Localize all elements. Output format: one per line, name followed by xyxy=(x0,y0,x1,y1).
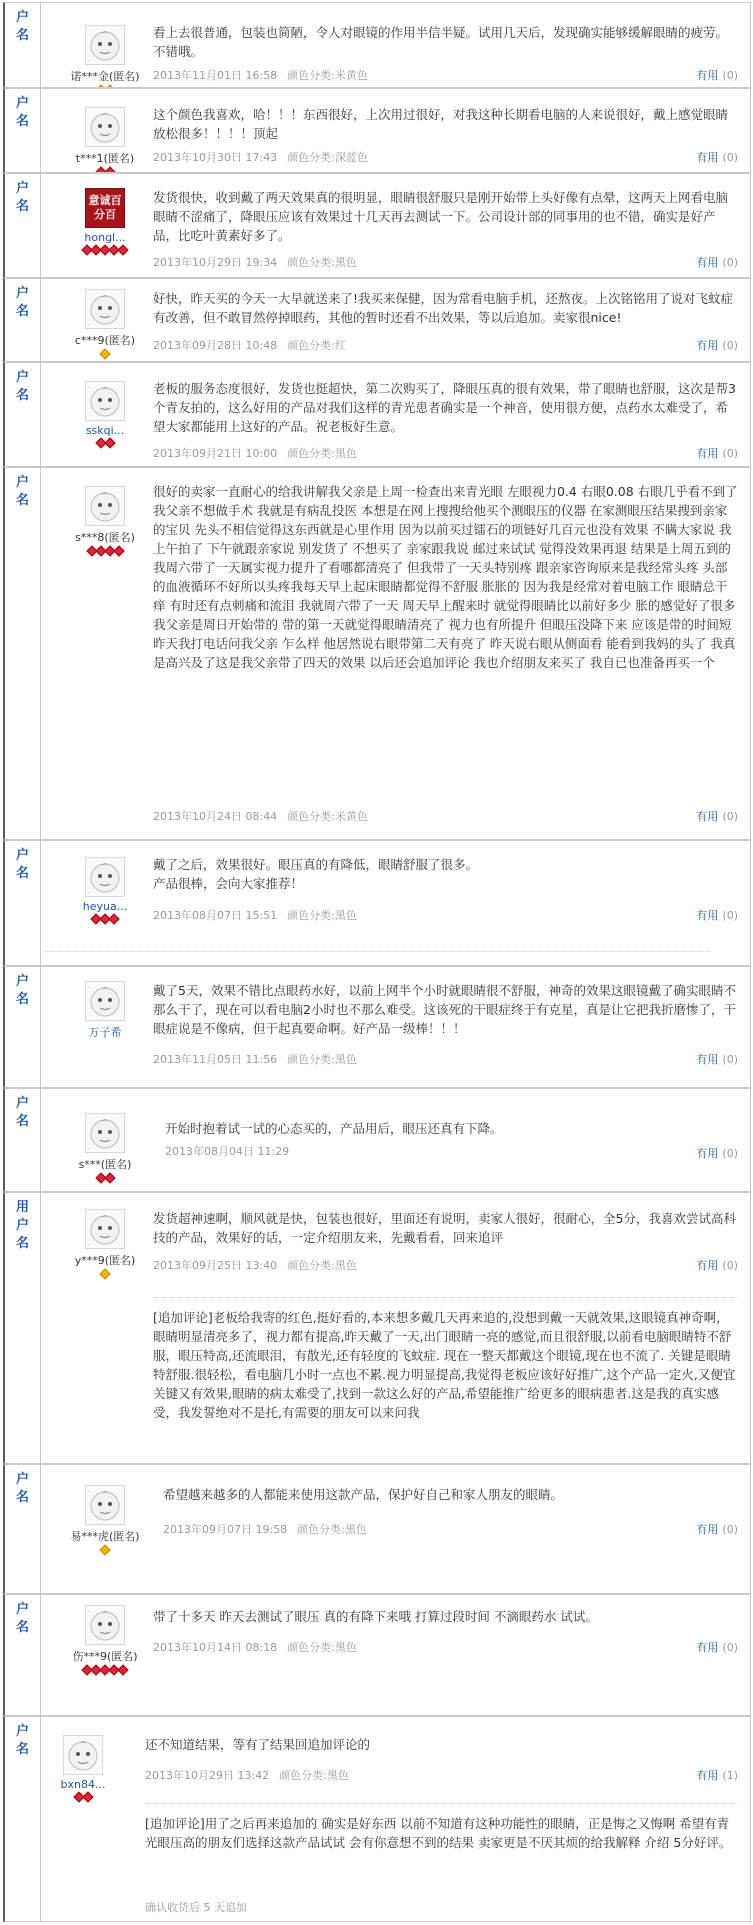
tag-char: 户 xyxy=(15,286,29,301)
avatar[interactable] xyxy=(85,1113,125,1153)
review-item xyxy=(3,1192,751,1464)
useful-vote xyxy=(696,1145,738,1161)
reviewer-name: t***1(匿名) xyxy=(75,152,135,165)
avatar[interactable] xyxy=(85,289,125,329)
shop-logo-avatar[interactable] xyxy=(85,188,125,228)
review-date: 2013年09月21日 10:00 xyxy=(153,447,278,460)
review-meta xyxy=(145,1767,349,1783)
tag-char: 户 xyxy=(15,848,29,863)
review-meta xyxy=(153,67,368,83)
useful-vote xyxy=(696,808,738,824)
review-item xyxy=(3,362,751,467)
useful-button[interactable]: 有用 xyxy=(696,1259,719,1272)
review-color: 颜色分类:黑色 xyxy=(287,1053,357,1066)
review-meta xyxy=(153,254,357,270)
avatar[interactable] xyxy=(85,1485,125,1525)
review-color: 颜色分类:黑色 xyxy=(297,1523,367,1536)
useful-button[interactable]: 有用 xyxy=(696,256,719,269)
reviewer-tag xyxy=(5,3,41,87)
divider xyxy=(45,951,710,952)
reviewer-tag xyxy=(5,468,41,839)
review-color: 颜色分类:黑色 xyxy=(287,1259,357,1272)
useful-vote xyxy=(696,254,738,270)
reviewer-tag xyxy=(5,1465,41,1593)
useful-button[interactable]: 有用 xyxy=(696,69,719,82)
useful-button[interactable]: 有用 xyxy=(696,1053,719,1066)
review-text: 看上去很普通，包装也简陋，令人对眼镜的作用半信半疑。试用几天后，发现确实能够缓解眼睛的疲劳。不错哦。 xyxy=(153,25,729,59)
reviewer xyxy=(55,1485,155,1556)
reputation-icon xyxy=(55,350,155,360)
tag-char: 名 xyxy=(15,28,29,43)
useful-button[interactable]: 有用 xyxy=(696,1523,719,1536)
review-text: 开始时抱着试一试的心态买的，产品用后，眼压还真有下降。 xyxy=(165,1121,503,1136)
avatar[interactable] xyxy=(85,486,125,526)
useful-vote xyxy=(696,67,738,83)
tag-char: 名 xyxy=(15,388,29,403)
avatar[interactable] xyxy=(85,381,125,421)
review-meta xyxy=(153,149,368,165)
reviewer-tag xyxy=(5,174,41,277)
tag-char: 名 xyxy=(15,304,29,319)
useful-vote xyxy=(696,1051,738,1067)
review-meta xyxy=(163,1521,367,1537)
reputation-icon xyxy=(55,915,155,925)
review-text: 很好的卖家一直耐心的给我讲解我父亲是上周一检查出来青光眼 左眼视力0.4 右眼0.08 右眼几乎看不到了 我父亲不想做手术 我就是有病乱投医 本想是在网上搜搜给他买个测眼压的仪器 在家测眼压结果搜到亲家的宝贝 先头不相信觉得这东西就是心里作用 因为以前买过镭石的项链好几百元也没有效果 不瞒大家说 我上午拍了 下午就跟亲家说 别发货了 不想买了 亲家跟我说 邮过来试试 觉得没效果再退 结果是上周五到的 我周六带了一天属实视力提升了看哪都清亮了 但我带了一天头特别疼 跟亲家咨询原来是我经常头疼 头部的血液循环不好所以头疼我每天早上起床眼睛都觉得不舒服 胀胀的 因为我是经常对着电脑工作 眼睛总干 痒 有时还有点刺痛和流泪 我就周六带了一天 周天早上醒来时 就觉得眼睛比以前好多少 胀的感觉好了很多 我父亲是周日开始带的 带的第一天就觉得眼睛清亮了 视力也有所提升 但眼压没降下来 应该是带的时间短 昨天我打电话问我父亲 乍么样 他居然说右眼带第二天有亮了 昨天说右眼从侧面看 能看到我妈的头了 我真是高兴及了这是我父亲带了四天的效果 以后还会追加评论 我也介绍朋友来买了 我自已也准备再买一个 xyxy=(153,484,738,670)
review-text: 发货很快，收到戴了两天效果真的很明显，眼睛很舒服只是刚开始带上头好像有点晕，这两天上网看电脑眼睛不涩痛了，降眼压应该有效果过十几天再去测试一下。公司设计部的同事用的也不错，确实是好产品，比吃叶黄素好多了。 xyxy=(153,190,729,243)
review-item xyxy=(3,1594,751,1716)
append-review: [追加评论]用了之后再来追加的 确实是好东西 以前不知道有这种功能性的眼睛，正是悔之又悔啊 希望有青光眼压高的朋友们选择这款产品试试 会有你意想不到的结果 卖家更是不厌其烦的给我解释 介绍 5分好评。 xyxy=(145,1803,738,1852)
reputation-icon xyxy=(55,1270,155,1280)
review-date: 2013年09月07日 19:58 xyxy=(163,1523,288,1536)
avatar[interactable] xyxy=(63,1735,103,1775)
reviewer-tag xyxy=(5,1089,41,1191)
useful-vote xyxy=(696,337,738,353)
review-item xyxy=(3,840,751,966)
review-color: 颜色分类:黑色 xyxy=(287,909,357,922)
useful-count: (0) xyxy=(722,810,738,823)
review-text: 好快，昨天买的今天一大早就送来了!我买来保健，因为常看电脑手机，还熬夜。上次铭铭用了说对飞蚊症有改善，但不敢冒然停掉眼药，其他的暂时还看不出效果，等以后追加。卖家很nice! xyxy=(153,291,734,325)
review-text: 戴了5天，效果不错比点眼药水好，以前上网半个小时就眼睛很不舒服，神奇的效果这眼镜戴了确实眼睛不那么干了，现在可以看电脑2小时也不那么难受。这该死的干眼症终于有克星，真是让它把我折磨惨了，干眼症说是不像病，但干起真要命啊。好产品一级棒！！！ xyxy=(153,983,736,1036)
useful-count: (0) xyxy=(722,909,738,922)
reviewer-name: 诺***金(匿名) xyxy=(70,70,140,83)
reviewer xyxy=(55,289,155,360)
reviewer xyxy=(33,1735,133,1803)
reviewer xyxy=(55,381,155,449)
reputation-icon xyxy=(55,547,155,557)
review-color: 颜色分类:深蓝色 xyxy=(287,151,368,164)
reputation-icon xyxy=(55,1666,155,1676)
tag-char: 户 xyxy=(15,1096,29,1111)
review-text: 带了十多天 昨天去测试了眼压 真的有降下来哦 打算过段时间 不滴眼药水 试试。 xyxy=(153,1609,598,1624)
tag-char: 户 xyxy=(15,1218,29,1233)
avatar[interactable] xyxy=(85,981,125,1021)
tag-char: 名 xyxy=(15,866,29,881)
reviewer xyxy=(55,486,155,557)
review-item xyxy=(3,1716,751,1922)
reviewer xyxy=(55,1113,155,1184)
reviewer-name[interactable]: 万子希 xyxy=(88,1026,122,1039)
reviewer xyxy=(55,1209,155,1280)
review-date: 2013年09月28日 10:48 xyxy=(153,339,278,352)
tag-char: 名 xyxy=(15,199,29,214)
review-text: 希望越来越多的人都能来使用这款产品，保护好自己和家人朋友的眼睛。 xyxy=(163,1487,564,1502)
review-color: 颜色分类:红 xyxy=(287,339,346,352)
useful-button[interactable]: 有用 xyxy=(696,151,719,164)
useful-vote xyxy=(696,1639,738,1655)
reviewer xyxy=(55,25,155,88)
review-item xyxy=(3,1088,751,1192)
review-text: 这个颜色我喜欢，哈！！！东西很好，上次用过很好，对我这种长期看电脑的人来说很好，戴上感觉眼睛放松很多！！！！顶起 xyxy=(153,107,729,141)
tag-char: 名 xyxy=(15,493,29,508)
review-color: 颜色分类:黑色 xyxy=(279,1769,349,1782)
useful-vote xyxy=(696,1257,738,1273)
tag-char: 名 xyxy=(15,1236,29,1251)
reviewer xyxy=(55,1605,155,1676)
review-item xyxy=(3,467,751,840)
reputation-icon xyxy=(33,1793,133,1803)
useful-button[interactable]: 有用 xyxy=(696,1641,719,1654)
append-time-note: 确认收货后 5 天追加 xyxy=(145,1901,247,1914)
review-item xyxy=(3,1464,751,1594)
review-color: 颜色分类:黑色 xyxy=(287,1641,357,1654)
reviewer-tag: 用 户 名 xyxy=(5,1193,41,1463)
useful-button[interactable]: 有用 xyxy=(696,810,719,823)
review-item xyxy=(3,966,751,1088)
review-date: 2013年11月01日 16:58 xyxy=(153,69,278,82)
tag-char: 户 xyxy=(15,1472,29,1487)
avatar-text: 意诚百分百 xyxy=(88,194,122,221)
useful-vote xyxy=(696,1767,738,1783)
useful-vote xyxy=(696,149,738,165)
review-meta xyxy=(153,337,346,353)
reviewer-name: 易***虎(匿名) xyxy=(70,1530,140,1543)
useful-vote xyxy=(696,445,738,461)
useful-count: (0) xyxy=(722,256,738,269)
review-item xyxy=(3,88,751,173)
review-text: 老板的服务态度很好，发货也挺超快，第二次购买了，降眼压真的很有效果，带了眼睛也舒服，这次是帮3个青友拍的，这么好用的产品对我们这样的青光患者确实是一个神音，使用很方便，点药水太难受了，希望大家都能用上这好的产品。祝老板好生意。 xyxy=(153,381,736,434)
tag-char: 名 xyxy=(15,992,29,1007)
tag-char: 户 xyxy=(15,1602,29,1617)
review-item xyxy=(3,278,751,362)
avatar[interactable] xyxy=(85,25,125,65)
tag-char: 名 xyxy=(15,114,29,129)
useful-count: (0) xyxy=(722,1147,738,1160)
review-color: 颜色分类:黑色 xyxy=(287,447,357,460)
useful-count: (0) xyxy=(722,447,738,460)
useful-count: (1) xyxy=(722,1769,738,1782)
review-item xyxy=(3,173,751,278)
useful-button[interactable]: 有用 xyxy=(696,447,719,460)
tag-char: 户 xyxy=(15,1724,29,1739)
review-meta xyxy=(153,445,357,461)
review-meta xyxy=(165,1143,289,1159)
review-date: 2013年10月24日 08:44 xyxy=(153,810,278,823)
reputation-icon xyxy=(55,1546,155,1556)
avatar[interactable] xyxy=(85,1209,125,1249)
reviewer-tag xyxy=(5,363,41,466)
review-date: 2013年08月04日 11:29 xyxy=(165,1145,290,1158)
review-date: 2013年11月05日 11:56 xyxy=(153,1053,278,1066)
review-date: 2013年08月07日 15:51 xyxy=(153,909,278,922)
useful-button[interactable]: 有用 xyxy=(696,1147,719,1160)
review-color: 颜色分类:米黄色 xyxy=(287,810,368,823)
avatar[interactable] xyxy=(85,857,125,897)
reviewer-tag xyxy=(5,841,41,965)
useful-button[interactable]: 有用 xyxy=(696,339,719,352)
reviewer xyxy=(55,107,155,173)
tag-char: 户 xyxy=(15,370,29,385)
useful-count: (0) xyxy=(722,69,738,82)
reviewer xyxy=(55,981,155,1040)
useful-button[interactable]: 有用 xyxy=(696,909,719,922)
review-text: 戴了之后，效果很好。眼压真的有降低，眼睛舒服了很多。 产品很棒，会向大家推荐！ xyxy=(153,857,479,891)
review-meta xyxy=(153,1639,357,1655)
useful-count: (0) xyxy=(722,1523,738,1536)
review-text: 还不知道结果，等有了结果回追加评论的 xyxy=(145,1737,371,1752)
tag-char: 名 xyxy=(15,1114,29,1129)
reviewer-name: y***9(匿名) xyxy=(74,1254,136,1267)
reviewer-tag xyxy=(5,1595,41,1715)
review-meta xyxy=(153,808,368,824)
review-meta xyxy=(153,907,357,923)
tag-char: 户 xyxy=(15,974,29,989)
reputation-icon xyxy=(55,1174,155,1184)
reputation-icon xyxy=(55,439,155,449)
tag-char: 名 xyxy=(15,1742,29,1757)
reviewer-name: c***9(匿名) xyxy=(74,334,136,347)
useful-button[interactable]: 有用 xyxy=(696,1769,719,1782)
reviewer-name[interactable]: sskqi... xyxy=(85,424,125,437)
useful-count: (0) xyxy=(722,1641,738,1654)
avatar[interactable] xyxy=(85,1605,125,1645)
useful-vote xyxy=(696,1521,738,1537)
reviewer-name[interactable]: bxn84... xyxy=(60,1778,106,1791)
review-date: 2013年10月30日 17:43 xyxy=(153,151,278,164)
review-item xyxy=(3,2,751,88)
review-date: 2013年10月29日 13:42 xyxy=(145,1769,270,1782)
append-review: [追加评论]老板给我寄的红色,挺好看的,本来想多戴几天再来追的,没想到戴一天就效果,这眼镜真神奇啊，眼睛明显清亮多了，视力都有提高,昨天戴了一天,出门眼睛一亮的感觉,而且很舒服,以前看电脑眼睛特不舒服，眼压特高,还流眼泪，有散光,还有轻度的飞蚊症. 现在一整天都戴这个眼镜,现在也不流了. 关键是眼睛特舒服.很轻松，看电脑几小时一点也不累.视力明显提高,我觉得老板应该好好推广,这个产品一定火,又便宜关键又有效果,眼睛的病太难受了,找到一款这么好的产品,希望能推广给更多的眼病患者.这是我的真实感受，我发誓绝对不是托,有需要的朋友可以来问我 xyxy=(153,1297,738,1422)
avatar[interactable] xyxy=(85,107,125,147)
review-meta xyxy=(153,1051,357,1067)
review-meta xyxy=(153,1257,357,1273)
reviewer-tag xyxy=(5,89,41,172)
reviewer-name: s***(匿名) xyxy=(78,1158,132,1171)
tag-char: 户 xyxy=(15,475,29,490)
reviewer-name[interactable]: heyua... xyxy=(82,900,128,913)
review-date: 2013年10月14日 08:18 xyxy=(153,1641,278,1654)
reviewer-name[interactable]: hongl... xyxy=(84,231,126,244)
tag-char: 名 xyxy=(15,1490,29,1505)
review-color: 颜色分类:米黄色 xyxy=(287,69,368,82)
reviewer-name: 伤***9(匿名) xyxy=(72,1650,138,1663)
reviewer-name: s***8(匿名) xyxy=(75,531,135,544)
useful-count: (0) xyxy=(722,339,738,352)
reviewer xyxy=(55,188,155,256)
useful-count: (0) xyxy=(722,151,738,164)
review-color: 颜色分类:黑色 xyxy=(287,256,357,269)
useful-count: (0) xyxy=(722,1053,738,1066)
reviewer-tag xyxy=(5,279,41,361)
useful-count: (0) xyxy=(722,1259,738,1272)
reviewer xyxy=(55,857,155,925)
review-date: 2013年09月25日 13:40 xyxy=(153,1259,278,1272)
reputation-icon xyxy=(55,246,155,256)
review-text: 发货超神速啊，顺风就是快，包装也很好，里面还有说明，卖家人很好，很耐心，全5分，我喜欢尝试高科技的产品，效果好的话，一定介绍朋友来，先戴看看，回来追评 xyxy=(153,1211,736,1245)
reviewer-tag xyxy=(5,967,41,1087)
tag-char: 户 xyxy=(15,10,29,25)
useful-vote xyxy=(696,907,738,923)
tag-char: 户 xyxy=(15,181,29,196)
review-date: 2013年10月29日 19:34 xyxy=(153,256,278,269)
tag-char: 名 xyxy=(15,1620,29,1635)
tag-char: 户 xyxy=(15,96,29,111)
